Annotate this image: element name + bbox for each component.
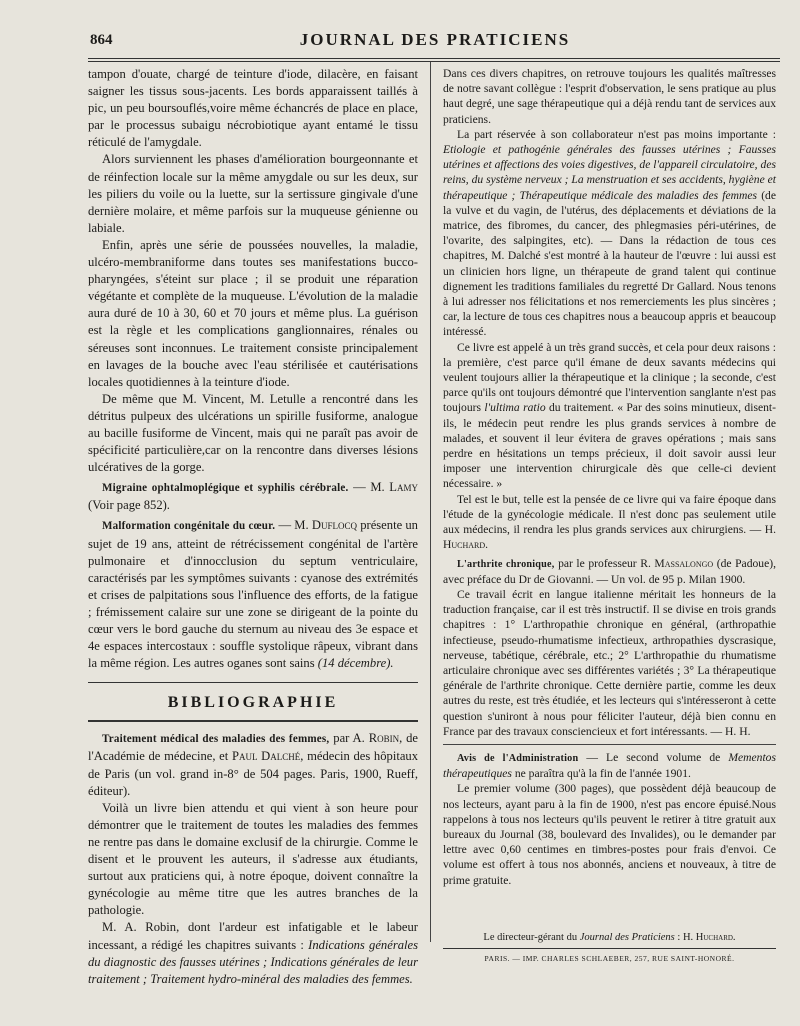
right-paragraph-3-rest: du traitement. « Par des soins minutieux, disent-ils, le médecin peut rendre les plus grands services à nombre de malades, et souvent il leur évitera de graves opérations ; mais sans perdre en hésitations un temps précieux, il doit savoir aussi leur imposer une intervention chirurgicale dès que celle-ci devient nécessaire. »	[443, 401, 776, 491]
director-line-end: : H. Huchard.	[677, 932, 736, 943]
migraine-entry	[88, 479, 418, 514]
malformation-text: présente un sujet de 19 ans, atteint de rétrécissement congénital de l'artère pulmonaire et d'innocclusion du septum ventriculaire, caractérisés par les symptômes suivants : cyanose des extrémités et crises de palpitations sous l'influence des efforts, de la fatigue ; frémissement calaire sur une zone se dirigeant de la pointe du cœur vers le bord gauche du sternum au niveau des 3e espace et 4e espaces intercostaux : souffle systolique râpeux, vibrant dans la même région. Les autres oganes sont sains	[88, 518, 418, 671]
right-paragraph-4-signature: — H. Huchard.	[443, 523, 777, 552]
migraine-title: Migraine ophtalmoplégique et syphilis cérébrale.	[102, 482, 349, 495]
traitement-title: Traitement médical des maladies des femmes,	[102, 733, 330, 746]
arthrite-entry	[443, 556, 776, 587]
traitement-entry	[88, 730, 418, 799]
right-paragraph-3-text: Ce livre est appelé à un très grand succès, et cela pour deux raisons : la première, c'est parce qu'il émane de deux savants médecins qui veulent toujours allier la thérapeutique et la clinique ; la seconde, c'est parce qu'ils ont toujours démontré que l'intervention sanglante n'est pas toujours	[443, 340, 776, 415]
footer-rule	[443, 948, 776, 949]
arthrite-par: par le professeur R.	[554, 556, 651, 570]
avis-italic: Mementos thérapeutiques	[443, 750, 776, 781]
right-paragraph-2	[443, 127, 776, 340]
right-paragraph-5	[443, 587, 776, 739]
journal-title: JOURNAL DES PRATICIENS	[299, 30, 571, 49]
left-paragraph-6-italic: Indications générales du diagnostic des fausses utérines ; Indications générales de leur traitement ; Traitement hydro-minéral des maladies des femmes.	[88, 937, 419, 986]
right-paragraph-6: Le premier volume (300 pages), que possèdent déjà beaucoup de nos lecteurs, ayant paru à la fin de 1900, n'est pas encore épuisé.Nous rappelons à tous nos lecteurs qu'ils peuvent le retirer à titre gratuit aux bureaux du Journal (38, boulevard des Invalides), ou le demander par lettre avec 0,60 centimes en timbres-postes pour frais d'envoi. Ce volume est offert à tous nos abonnés, anciens et nouveaux, à titre de prime gratuite.	[443, 782, 776, 887]
right-paragraph-3-italic: l'ultima ratio	[484, 401, 546, 415]
right-paragraph-5-signature: H. H.	[725, 724, 751, 738]
avis-title: Avis de l'Administration	[457, 752, 579, 764]
section-separator	[443, 744, 776, 745]
header-rule	[88, 58, 780, 62]
right-paragraph-4-text: Tel est le but, telle est la pensée de ce livre qui va faire époque dans l'étude de la gynécologie médicale. Il n'est donc pas seulement utile aux médecins, il rendra les plus grands services aux chirurgiens.	[443, 492, 776, 537]
malformation-entry	[88, 517, 418, 672]
page-header	[90, 28, 780, 56]
avis-start: — Le second volume de	[578, 750, 721, 764]
left-paragraph-5: Voilà un livre bien attendu et qui vient à son heure pour démontrer que le traitement de toutes les maladies des femmes ne rentre pas dans le domaine exclusif de la chirurgie. Comme le disent et le prouvent les auteurs, il s'adresse aux étudiants, surtout aux praticiens qui, à notre époque, doivent connaître la gynécologie au même titre que les autres branches de la pathologie.	[88, 800, 418, 918]
traitement-par: par A.	[329, 731, 365, 746]
malformation-author: Duflocq	[311, 518, 357, 533]
malformation-date: (14 décembre).	[317, 656, 394, 671]
traitement-mid: , de l'Académie de médecine, et	[88, 731, 419, 764]
left-column	[88, 66, 418, 988]
migraine-author: Lamy	[389, 480, 418, 495]
printer-imprint: PARIS. — IMP. CHARLES SCHLAEBER, 257, RUE SAINT-HONORÉ.	[484, 954, 735, 963]
avis-rest: ne paraîtra qu'à la fin de l'année 1901.	[514, 767, 691, 781]
avis-entry	[443, 750, 776, 781]
bibliography-banner	[88, 682, 418, 722]
left-paragraph-6	[88, 919, 418, 987]
right-paragraph-2-rest: (de la vulve et du vagin, de l'utérus, des déplacements et déviations de la matrice, des fibromes, du cancer, des phlegmasies péri-utérines, de l'ovarite, des salpingites, etc). — Dans la rédaction de tous ces chapitres, M. Dalché s'est montré à la hauteur de l'œuvre : lui aussi est un clinicien hors ligne, un thérapeute de grand talent qui continue dignement les traditions familiales du regretté Dr Gallard. Nous tenons à lui adresser nos félicitations et nos remerciements les plus sincères ; car, la lecture de tous ces chapitres nous a beaucoup appris et beaucoup intéressé.	[443, 188, 776, 339]
left-paragraph-2: Alors surviennent les phases d'amélioration bourgeonnante et de réinfection locale sur la même amygdale ou sur les deux, sur les piliers du voile ou la luette, sur la sertissure gingivale d'une dernière molaire, et même parfois sur la muqueuse génienne ou labiale.	[88, 152, 418, 235]
traitement-rest: , médecin des hôpitaux de Paris (un vol. grand in-8° de 504 pages. Paris, 1900, Rueff, éditeur).	[88, 749, 418, 798]
left-paragraph-6-text: M. A. Robin, dont l'ardeur est infatigable et le labeur incessant, a rédigé les chapitres suivants :	[88, 920, 418, 952]
left-paragraph-4: De même que M. Vincent, M. Letulle a rencontré dans les détritus pulpeux des ulcérations un spirille fusiforme, analogue au bacille fusiforme de Vincent, mais qui ne paraît pas avoir de spécificité particulière,car on la rencontre dans diverses lésions ulcératives de la gorge.	[88, 391, 418, 475]
right-paragraph-5-text: Ce travail écrit en langue italienne méritait les honneurs de la traduction française, car il est très instructif. Il se divise en trois grands chapitres : 1° L'arthropathie chronique en général, (arthropathie infectieuse, pseudo-rhumatisme infectieux, arthropathies dyscrasique, nerveuse, tabétique, cérébrale, etc.; 2° L'arthropathie du rhumatisme articulaire chronique avec ses différentes variétés ; 3° La thérapeutique générale de l'arthrite chronique. Cette dernière partie, comme les deux autres du reste, est très étudiée, et les lecteurs qui s'intéresseront à cette question s'uniront à nous pour féliciter l'auteur, déjà bien connu en France par des travaux consciencieux et fort intéressants. —	[443, 587, 776, 738]
migraine-ref: (Voir page 852).	[88, 498, 170, 513]
arthrite-title: L'arthrite chronique,	[457, 558, 555, 570]
right-paragraph-2-italic: Etiologie et pathogénie générales des fausses utérines ; Fausses utérines et affections des voies digestives, de l'appareil circulatoire, des reins, du système nerveux ; La menstruation et ses accidents, hygiène et thérapeutique ; Thérapeutique médicale des maladies des femmes	[443, 143, 776, 202]
director-line-journal: Journal des Praticiens	[579, 932, 675, 943]
column-divider	[430, 62, 431, 942]
arthrite-author: Massalongo	[654, 556, 714, 570]
traitement-author-2: Paul Dalché	[231, 749, 301, 764]
bibliography-heading: BIBLIOGRAPHIE	[167, 694, 339, 712]
right-paragraph-3	[443, 340, 776, 492]
right-paragraph-1: Dans ces divers chapitres, on retrouve toujours les qualités maîtresses de notre savant collègue : l'esprit d'observation, le sens pratique au plus haut degré, une sage thérapeutique qui a déjà rendu tant de services aux praticiens.	[443, 67, 776, 126]
right-column	[443, 66, 776, 888]
left-paragraph-1: tampon d'ouate, chargé de teinture d'iode, dilacère, en faisant saigner les tissus sous-jacents. Les bords apparaissent taillés à pic, un peu boursouflés,voire même échancrés de place en place, par le processus subaigu nécrobiotique ayant entamé le tissu réticulé de l'amygdale.	[88, 67, 418, 150]
director-line	[443, 932, 776, 943]
right-paragraph-4	[443, 492, 776, 553]
arthrite-rest: (de Padoue), avec préface du Dr de Giovanni. — Un vol. de 95 p. Milan 1900.	[443, 556, 776, 586]
migraine-dash: — M.	[348, 480, 385, 495]
left-paragraph-3: Enfin, après une série de poussées nouvelles, la maladie, ulcéro-membraniforme dans toutes ses manifestations bucco-pharyngées, s'éteint sur place ; il se produit une réparation végétante et complète de la muqueuse. L'évolution de la maladie aura duré de 10 à 30, 60 et 70 jours et même plus. La guérison est la règle et les complications ganglionnaires, rénales ou séreuses sont inconnues. Le traitement consiste principalement en lavages de la bouche avec l'eau stérilisée et cautérisations locales quotidiennes à la teinture d'iode.	[88, 237, 418, 389]
traitement-author-1: Robin	[368, 731, 400, 746]
director-line-start: Le directeur-gérant du	[483, 932, 578, 943]
page-number: 864	[90, 32, 113, 48]
malformation-dash: — M.	[275, 518, 309, 533]
right-paragraph-2-text: La part réservée à son collaborateur n'est pas moins importante :	[457, 127, 776, 141]
malformation-title: Malformation congénitale du cœur.	[102, 520, 276, 533]
